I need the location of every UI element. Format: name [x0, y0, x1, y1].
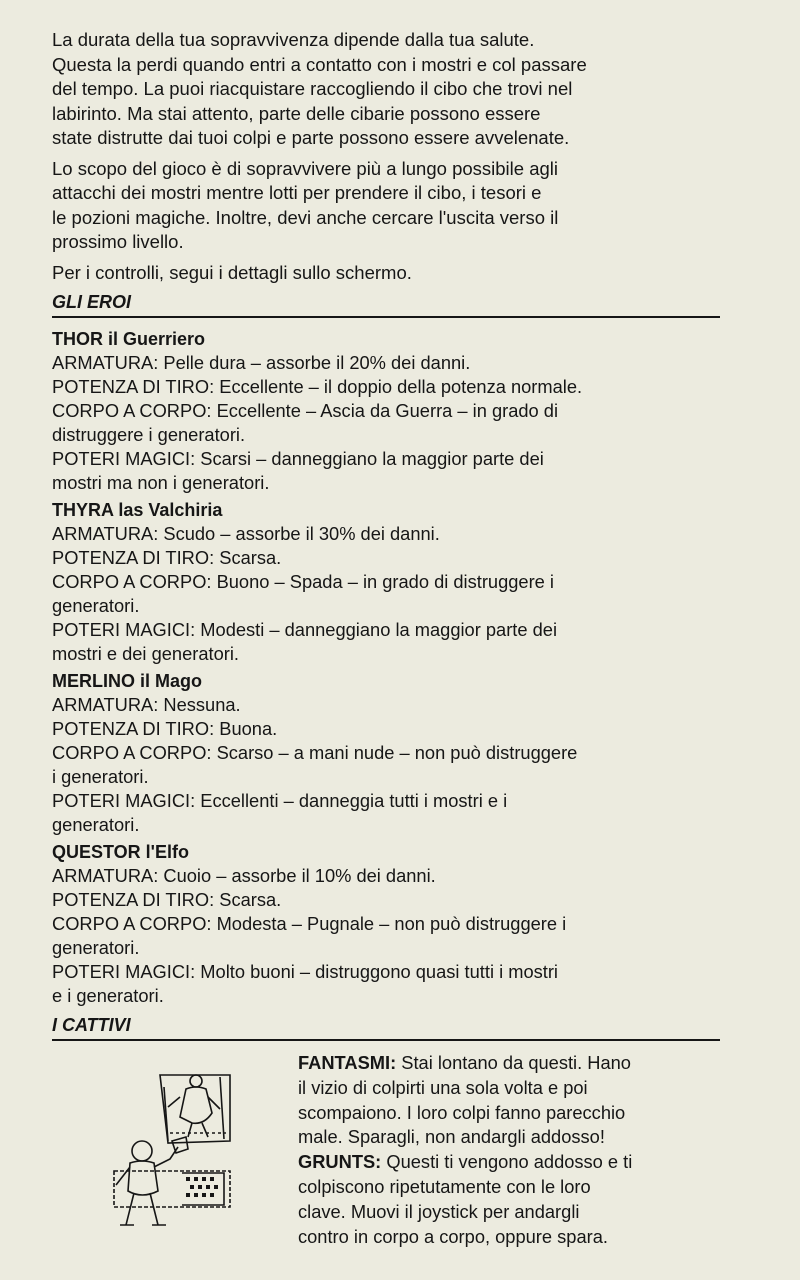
text-line: Questa la perdi quando entri a contatto con i mostri e col passare: [52, 53, 587, 75]
villains-section-title: I CATTIVI: [52, 1015, 131, 1035]
hero-thor: [52, 328, 720, 495]
text-line: le pozioni magiche. Inoltre, devi anche cercare l'uscita verso il: [52, 206, 559, 228]
villain-descriptions: [298, 1051, 728, 1249]
hero-questor: [52, 841, 720, 1008]
text-line: attacchi dei mostri mentre lotti per prendere il cibo, i tesori e: [52, 182, 542, 203]
heroes-section: [52, 328, 720, 1008]
hero-attribute-line: CORPO A CORPO: Scarso – a mani nude – non può distruggere: [52, 742, 578, 763]
villain-line: [298, 1150, 728, 1175]
hero-attribute-line: CORPO A CORPO: Eccellente – Ascia da Guerra – in grado di: [52, 400, 559, 421]
villain-line: clave. Muovi il joystick per andargli: [298, 1200, 580, 1222]
hero-attribute-line: mostri e dei generatori.: [52, 643, 239, 664]
intro-paragraph: [52, 261, 720, 286]
villain-line: scompaiono. I loro colpi fanno parecchio: [298, 1101, 626, 1123]
hero-attribute-line: generatori.: [52, 814, 140, 835]
text-line: Lo scopo del gioco è di sopravvivere più a lungo possibile agli: [52, 157, 558, 179]
intro-section: [52, 28, 720, 285]
text-line: del tempo. La puoi riacquistare raccogliendo il cibo che trovi nel: [52, 78, 573, 99]
text-line: La durata della tua sopravvivenza dipende dalla tua salute.: [52, 29, 535, 50]
hero-attribute-line: ARMATURA: Scudo – assorbe il 30% dei danni.: [52, 523, 440, 544]
text-line: state distrutte dai tuoi colpi e parte possono essere avvelenate.: [52, 127, 570, 148]
hero-attribute-line: POTERI MAGICI: Eccellenti – danneggia tutti i mostri e i: [52, 790, 508, 811]
hero-attribute-line: ARMATURA: Cuoio – assorbe il 10% dei danni.: [52, 865, 436, 886]
hero-attribute-line: generatori.: [52, 937, 140, 958]
villain-fantasmi: [298, 1051, 728, 1150]
villain-description: Questi ti vengono addosso e ti: [386, 1151, 633, 1173]
text-line: labirinto. Ma stai attento, parte delle cibarie possono essere: [52, 102, 541, 124]
hero-attribute-line: POTENZA DI TIRO: Eccellente – il doppio della potenza normale.: [52, 376, 583, 397]
section-divider: [52, 1039, 720, 1041]
hero-attribute-line: POTERI MAGICI: Molto buoni – distruggono quasi tutti i mostri: [52, 961, 558, 982]
hero-name: THOR il Guerriero: [52, 329, 206, 349]
hero-attribute-line: POTENZA DI TIRO: Scarsa.: [52, 889, 282, 910]
hero-attribute-line: mostri ma non i generatori.: [52, 472, 270, 493]
hero-attribute-line: ARMATURA: Pelle dura – assorbe il 20% dei danni.: [52, 352, 471, 373]
intro-paragraph: [52, 28, 720, 151]
text-line: prossimo livello.: [52, 231, 184, 252]
hero-attribute-line: POTENZA DI TIRO: Buona.: [52, 718, 278, 739]
heroes-section-title: GLI EROI: [52, 292, 132, 312]
villain-line: [298, 1051, 728, 1076]
ghost-and-grunt-illustration: [108, 1067, 238, 1235]
villain-grunts: [298, 1150, 728, 1249]
hero-name: THYRA las Valchiria: [52, 500, 223, 520]
hero-name: QUESTOR l'Elfo: [52, 842, 189, 862]
hero-attribute-line: generatori.: [52, 595, 140, 616]
hero-attribute-line: ARMATURA: Nessuna.: [52, 694, 241, 715]
villains-section: [52, 1051, 720, 1247]
villain-line: colpiscono ripetutamente con le loro: [298, 1175, 591, 1197]
hero-merlino: [52, 670, 720, 837]
hero-attribute-line: distruggere i generatori.: [52, 424, 246, 445]
villain-name: GRUNTS:: [298, 1151, 382, 1173]
hero-attribute-line: POTENZA DI TIRO: Scarsa.: [52, 547, 282, 568]
text-line: Per i controlli, segui i dettagli sullo schermo.: [52, 261, 412, 283]
hero-attribute-line: e i generatori.: [52, 985, 164, 1006]
section-divider: [52, 316, 720, 318]
hero-attribute-line: POTERI MAGICI: Scarsi – danneggiano la maggior parte dei: [52, 448, 544, 469]
hero-attribute-line: i generatori.: [52, 766, 149, 787]
hero-attribute-line: CORPO A CORPO: Buono – Spada – in grado di distruggere i: [52, 571, 554, 592]
villain-line: male. Sparagli, non andargli addosso!: [298, 1126, 605, 1148]
villain-description: Stai lontano da questi. Hano: [401, 1052, 631, 1073]
villain-line: contro in corpo a corpo, oppure spara.: [298, 1225, 608, 1247]
hero-thyra: [52, 499, 720, 666]
villain-line: il vizio di colpirti una sola volta e poi: [298, 1076, 588, 1098]
hero-name: MERLINO il Mago: [52, 671, 202, 691]
villain-name: FANTASMI:: [298, 1052, 397, 1073]
hero-attribute-line: POTERI MAGICI: Modesti – danneggiano la maggior parte dei: [52, 619, 558, 640]
manual-page: [52, 28, 720, 1247]
intro-paragraph: [52, 157, 720, 255]
hero-attribute-line: CORPO A CORPO: Modesta – Pugnale – non può distruggere i: [52, 913, 567, 934]
